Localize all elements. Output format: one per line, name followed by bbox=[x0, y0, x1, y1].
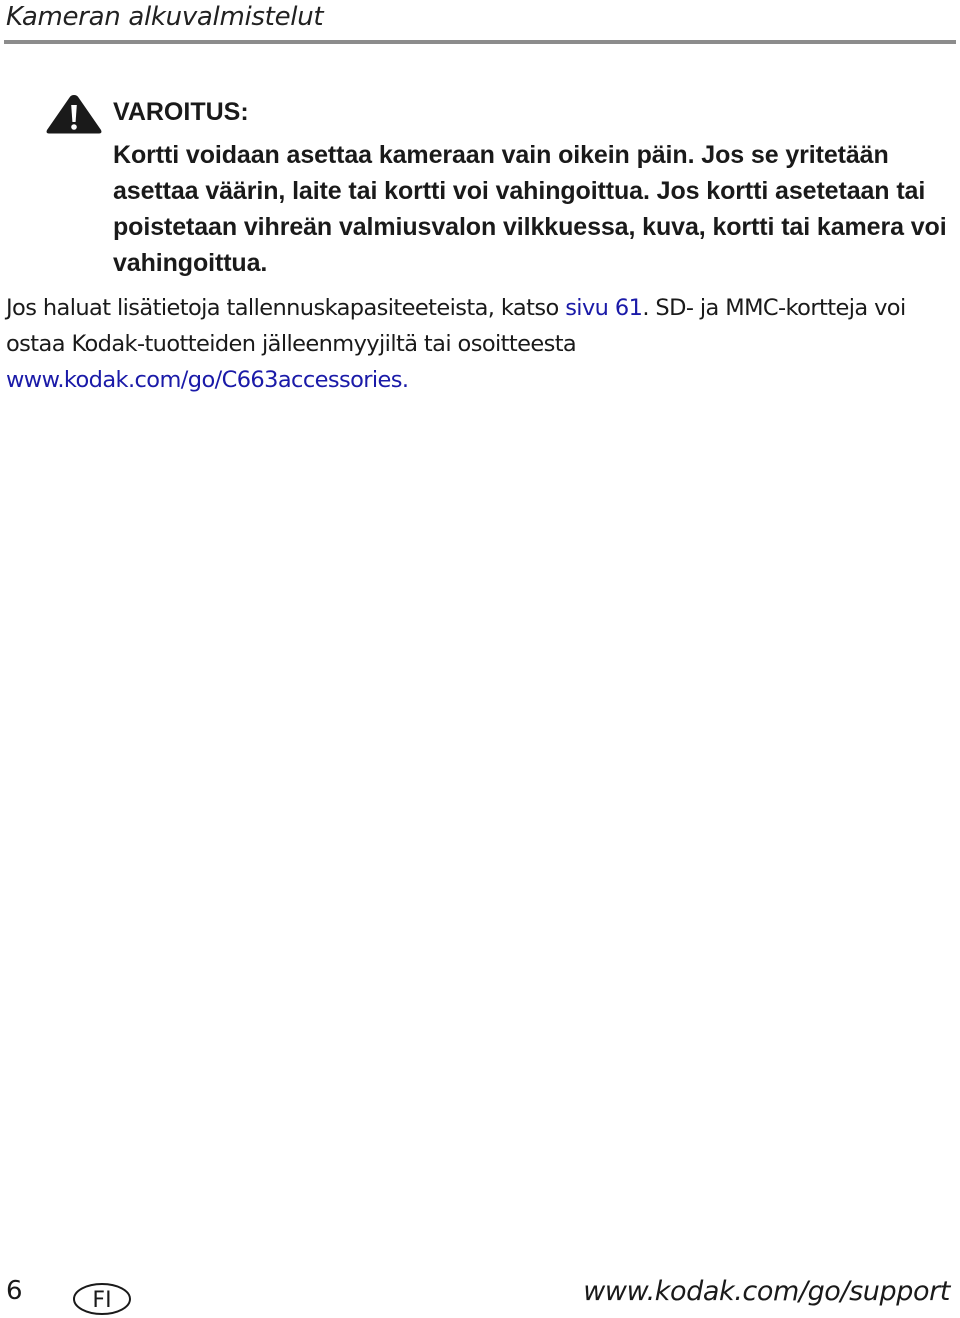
warning-body: Kortti voidaan asettaa kameraan vain oikein päin. Jos se yritetään asettaa väärin, laite tai kortti voi vahingoittua. Jos kortti asetetaan tai poistetaan vihreän valmiusvalon vilkkuessa, kuva, kortti tai kamera voi vahingoittua. bbox=[113, 141, 947, 277]
page-61-link[interactable]: sivu 61 bbox=[565, 295, 643, 321]
warning-triangle-icon bbox=[44, 92, 104, 136]
header-divider bbox=[4, 40, 956, 44]
language-code: FI bbox=[92, 1288, 112, 1313]
page-number: 6 bbox=[6, 1276, 23, 1306]
accessories-link[interactable]: www.kodak.com/go/C663accessories. bbox=[6, 367, 409, 393]
support-url[interactable]: www.kodak.com/go/support bbox=[583, 1276, 950, 1307]
info-text-start: Jos haluat lisätietoja tallennuskapasiteeteista, katso bbox=[6, 295, 566, 321]
page-header-title: Kameran alkuvalmistelut bbox=[6, 2, 324, 32]
info-paragraph bbox=[6, 290, 956, 398]
language-badge bbox=[72, 1282, 132, 1316]
warning-heading: VAROITUS: bbox=[113, 98, 249, 126]
info-text-middle: . SD- ja MMC-kortteja voi ostaa Kodak-tuotteiden jälleenmyyjiltä tai osoitteesta bbox=[6, 295, 906, 357]
